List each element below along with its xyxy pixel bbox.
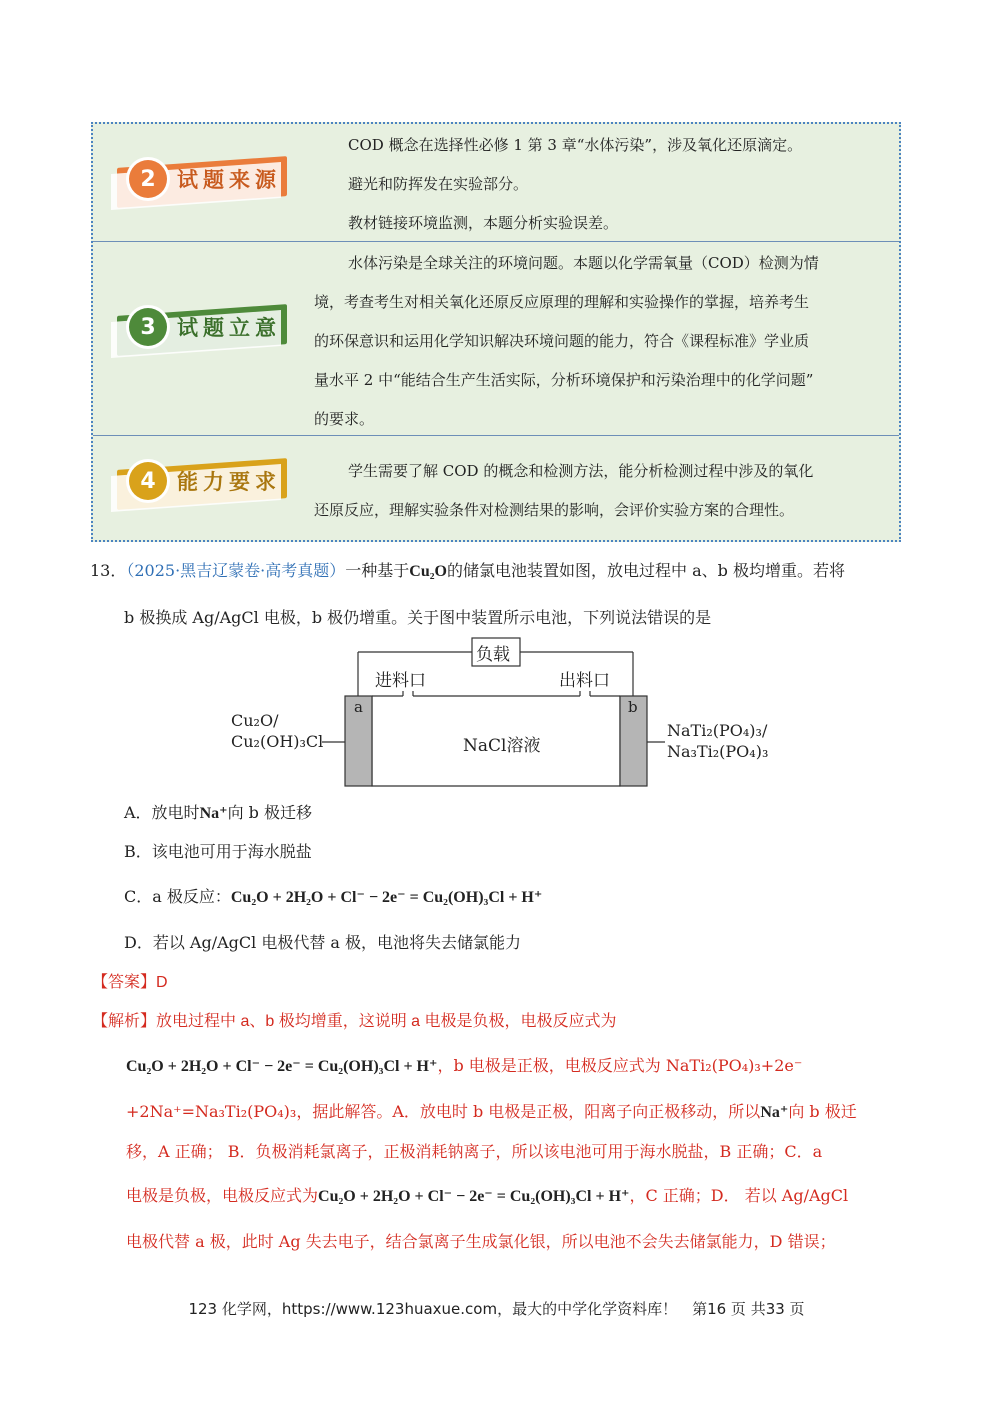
answer-value: D <box>156 974 168 991</box>
analysis-label: 【解析】 <box>92 1013 157 1030</box>
badge-source <box>107 154 287 214</box>
analysis-equation: Cu₂O + 2H₂O + Cl⁻ − 2e⁻ = Cu₂(OH)₃Cl + H⁺ <box>126 1058 438 1075</box>
answer-label: 【答案】 <box>92 974 157 991</box>
question-number: 13． <box>90 561 127 580</box>
stem-formula: Cu₂O <box>409 563 447 580</box>
electrode-b-label: b <box>628 698 638 716</box>
analysis-text: ，b 电极是正极，电极反应式为 NaTi₂(PO₄)₃+2e⁻ <box>437 1056 803 1075</box>
right-electrode-label-2: Na₃Ti₂(PO₄)₃ <box>667 742 769 761</box>
source-line-3: 教材链接环境监测，本题分析实验误差。 <box>348 214 619 232</box>
badge-intent <box>107 302 287 362</box>
analysis-text: +2Na⁺=Na₃Ti₂(PO₄)₃，据此解答。A．放电时 b 电极是正极，阳离子向正极移动，所以 <box>126 1102 761 1121</box>
intent-line-5: 的要求。 <box>314 410 375 428</box>
left-electrode-label-1: Cu₂O/ <box>231 711 279 730</box>
option-c-prefix: C．a 极反应： <box>124 887 231 906</box>
badge-title: 试题立意 <box>177 316 281 340</box>
page-footer: 123 化学网，https://www.123huaxue.com，最大的中学化学资料库！ 第16 页 共33 页 <box>188 1300 805 1318</box>
left-electrode-label-2: Cu₂(OH)₃Cl <box>231 732 324 751</box>
outlet-label: 出料口 <box>559 671 610 691</box>
question-stem-line-2: b 极换成 Ag/AgCl 电极，b 极仍增重。关于图中装置所示电池，下列说法错误的是 <box>124 608 712 627</box>
solution-label: NaCl溶液 <box>463 736 541 756</box>
question-stem <box>90 558 845 581</box>
electrode-a-label: a <box>354 698 363 716</box>
right-electrode-label-1: NaTi₂(PO₄)₃/ <box>667 721 768 740</box>
analysis-text: 电极是负极，电极反应式为 <box>126 1186 319 1205</box>
badge-title: 能力要求 <box>177 470 281 494</box>
analysis-line-3 <box>126 1099 857 1122</box>
analysis-formula: Na⁺ <box>760 1104 789 1121</box>
intent-line-2: 境，考查考生对相关氧化还原反应原理的理解和实验操作的掌握，培养考生 <box>314 293 810 311</box>
option-a <box>124 800 312 823</box>
option-a-suffix: 向 b 极迁移 <box>227 803 312 822</box>
analysis-line-4: 移，A 正确； B．负极消耗氯离子，正极消耗钠离子，所以该电池可用于海水脱盐，B 正确；C．a <box>126 1142 823 1161</box>
intent-line-3: 的环保意识和运用化学知识解决环境问题的能力，符合《课程标准》学业质 <box>314 332 810 350</box>
stem-part-b: 的储氯电池装置如图，放电过程中 a、b 极均增重。若将 <box>447 561 845 580</box>
answer <box>92 969 168 992</box>
badge-number: 2 <box>129 160 167 198</box>
option-d: D．若以 Ag/AgCl 电极代替 a 极，电池将失去储氯能力 <box>124 933 522 952</box>
option-a-prefix: A．放电时 <box>124 803 200 822</box>
battery-diagram <box>225 636 785 796</box>
badge-title: 试题来源 <box>177 168 281 192</box>
row-divider <box>93 241 899 242</box>
source-line-1: COD 概念在选择性必修 1 第 3 章“水体污染”，涉及氧化还原滴定。 <box>348 136 803 154</box>
analysis-line-6: 电极代替 a 极，此时 Ag 失去电子，结合氯离子生成氯化银，所以电池不会失去储氯能力，D 错误； <box>126 1232 836 1251</box>
analysis-equation: Cu₂O + 2H₂O + Cl⁻ − 2e⁻ = Cu₂(OH)₃Cl + H⁺ <box>318 1188 630 1205</box>
inlet-label: 进料口 <box>375 671 426 691</box>
analysis-line-2 <box>126 1053 802 1076</box>
option-a-formula: Na⁺ <box>199 805 228 822</box>
analysis-text: 放电过程中 a、b 极均增重，这说明 a 电极是负极，电极反应式为 <box>156 1013 617 1030</box>
analysis-text: ，C 正确；D． 若以 Ag/AgCl <box>629 1186 849 1205</box>
intent-line-1: 水体污染是全球关注的环境问题。本题以化学需氧量（COD）检测为情 <box>348 254 819 272</box>
intent-line-4: 量水平 2 中“能结合生产生活实际，分析环境保护和污染治理中的化学问题” <box>314 371 814 389</box>
source-line-2: 避光和防挥发在实验部分。 <box>348 175 529 193</box>
badge-ability <box>107 456 287 516</box>
ability-line-1: 学生需要了解 COD 的概念和检测方法，能分析检测过程中涉及的氧化 <box>348 462 814 480</box>
option-c <box>124 884 542 907</box>
stem-part-a: 一种基于 <box>345 561 410 580</box>
option-c-equation: Cu₂O + 2H₂O + Cl⁻ − 2e⁻ = Cu₂(OH)₃Cl + H⁺ <box>230 889 543 906</box>
badge-number: 4 <box>129 462 167 500</box>
analysis-line-5 <box>126 1183 848 1206</box>
question-source: （2025·黑吉辽蒙卷·高考真题） <box>126 561 346 580</box>
analysis-line-1 <box>92 1008 617 1031</box>
ability-line-2: 还原反应，理解实验条件对检测结果的影响，会评价实验方案的合理性。 <box>314 501 795 519</box>
analysis-text: 向 b 极迁 <box>788 1102 857 1121</box>
load-label: 负载 <box>476 645 510 665</box>
row-divider <box>93 435 899 436</box>
info-table <box>91 122 901 542</box>
badge-number: 3 <box>129 308 167 346</box>
option-b: B．该电池可用于海水脱盐 <box>124 842 312 861</box>
